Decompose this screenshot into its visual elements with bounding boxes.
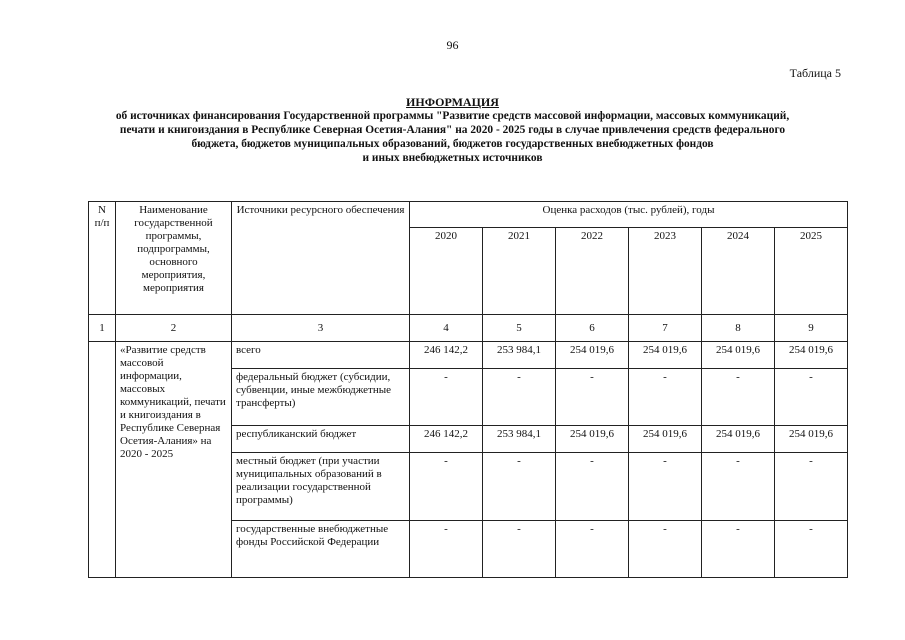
value-cell: 254 019,6 xyxy=(702,342,775,369)
value-cell: - xyxy=(629,369,702,426)
value-cell: 254 019,6 xyxy=(775,342,848,369)
value-cell: 254 019,6 xyxy=(556,342,629,369)
value-cell: - xyxy=(410,521,483,578)
header-name: Наименование государственной программы, подпрограммы, основного мероприятия, мероприятия xyxy=(116,202,232,315)
value-cell: - xyxy=(410,453,483,521)
source-cell: федеральный бюджет (субсидии, субвенции, иные межбюджетные трансферты) xyxy=(232,369,410,426)
value-cell: - xyxy=(483,453,556,521)
index-cell: 5 xyxy=(483,315,556,342)
value-cell: 254 019,6 xyxy=(556,426,629,453)
header-sources: Источники ресурсного обеспечения xyxy=(232,202,410,315)
header-year: 2022 xyxy=(556,228,629,315)
heading-line: печати и книгоиздания в Республике Северная Осетия-Алания" на 2020 - 2025 годы в случае привлечения средств федерального xyxy=(119,124,786,136)
value-cell: - xyxy=(483,521,556,578)
value-cell: 254 019,6 xyxy=(629,342,702,369)
heading-line: об источниках финансирования Государственной программы "Развитие средств массовой информации, массовых коммуникаций, xyxy=(115,110,790,122)
source-cell: республиканский бюджет xyxy=(232,426,410,453)
value-cell: - xyxy=(702,521,775,578)
source-cell: государственные внебюджетные фонды Российской Федерации xyxy=(232,521,410,578)
heading-line: и иных внебюджетных источников xyxy=(362,152,543,164)
heading-title: ИНФОРМАЦИЯ xyxy=(406,95,499,109)
value-cell: 254 019,6 xyxy=(629,426,702,453)
value-cell: - xyxy=(483,369,556,426)
header-row xyxy=(89,202,848,228)
header-year: 2021 xyxy=(483,228,556,315)
value-cell: - xyxy=(775,369,848,426)
index-cell: 8 xyxy=(702,315,775,342)
value-cell: - xyxy=(629,453,702,521)
value-cell: 253 984,1 xyxy=(483,342,556,369)
value-cell: - xyxy=(702,369,775,426)
index-cell: 4 xyxy=(410,315,483,342)
program-name: «Развитие средств массовой информации, массовых коммуникаций, печати и книгоиздания в Республике Северная Осетия-Алания» на 2020 - 2025 xyxy=(116,342,232,578)
index-cell: 2 xyxy=(116,315,232,342)
table-row xyxy=(89,342,848,369)
index-cell: 3 xyxy=(232,315,410,342)
value-cell: 254 019,6 xyxy=(775,426,848,453)
value-cell: - xyxy=(629,521,702,578)
value-cell: - xyxy=(775,453,848,521)
source-cell: всего xyxy=(232,342,410,369)
header-estimate: Оценка расходов (тыс. рублей), годы xyxy=(410,202,848,228)
value-cell: 253 984,1 xyxy=(483,426,556,453)
row-number-cell xyxy=(89,342,116,578)
value-cell: 246 142,2 xyxy=(410,426,483,453)
value-cell: - xyxy=(556,369,629,426)
value-cell: - xyxy=(702,453,775,521)
value-cell: 254 019,6 xyxy=(702,426,775,453)
header-number: N п/п xyxy=(89,202,116,315)
table-label: Таблица 5 xyxy=(789,66,841,80)
header-year: 2025 xyxy=(775,228,848,315)
value-cell: - xyxy=(556,453,629,521)
source-cell: местный бюджет (при участии муниципальных образований в реализации государственной программы) xyxy=(232,453,410,521)
value-cell: - xyxy=(410,369,483,426)
header-year: 2020 xyxy=(410,228,483,315)
heading-line: бюджета, бюджетов муниципальных образований, бюджетов государственных внебюджетных фондов xyxy=(191,138,714,150)
index-cell: 6 xyxy=(556,315,629,342)
financing-table xyxy=(88,201,848,578)
value-cell: - xyxy=(775,521,848,578)
value-cell: - xyxy=(556,521,629,578)
index-cell: 1 xyxy=(89,315,116,342)
index-row xyxy=(89,315,848,342)
value-cell: 246 142,2 xyxy=(410,342,483,369)
index-cell: 7 xyxy=(629,315,702,342)
page-number: 96 xyxy=(446,38,459,52)
header-year: 2024 xyxy=(702,228,775,315)
document-heading xyxy=(60,95,845,165)
index-cell: 9 xyxy=(775,315,848,342)
header-year: 2023 xyxy=(629,228,702,315)
